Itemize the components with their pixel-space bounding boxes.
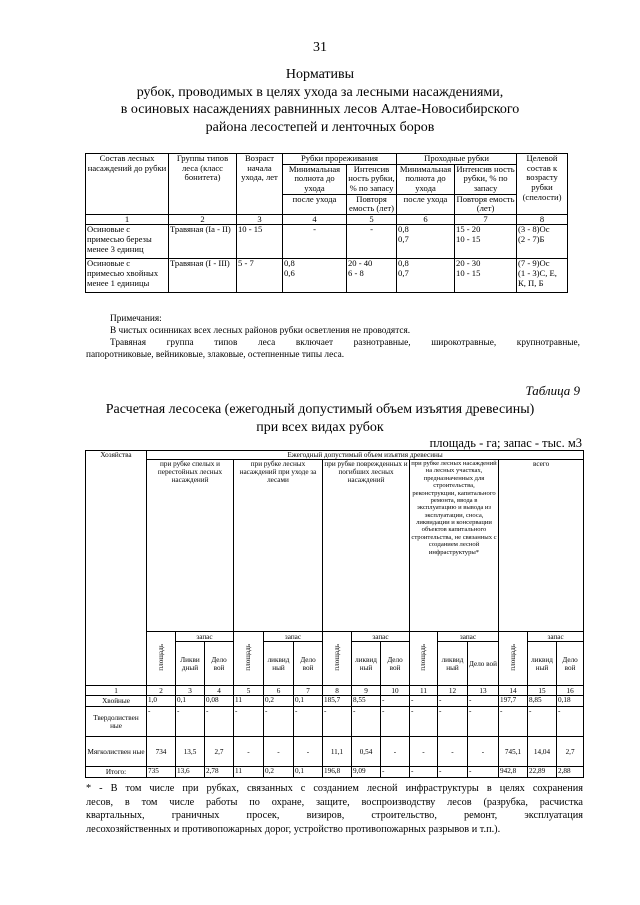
header-business: Дело вой <box>205 642 234 686</box>
header-area <box>323 632 352 686</box>
header-area-text: площадь <box>419 644 428 671</box>
header-group: всего <box>499 460 584 632</box>
header-business: Дело вой <box>381 642 410 686</box>
table-cell: 13,5 <box>176 737 205 767</box>
header-business: Дело вой <box>468 642 499 686</box>
header-min-density: Минимальная полнота до ухода <box>283 164 347 194</box>
table-cell: - <box>294 737 323 767</box>
column-number: 12 <box>438 686 468 696</box>
cell-thinning-density: - <box>283 225 347 259</box>
header-stock: запас <box>264 632 323 642</box>
table-cell: 11,1 <box>323 737 352 767</box>
header-area-text: площадь <box>156 644 165 671</box>
table-cell: 2,7 <box>205 737 234 767</box>
column-number: 4 <box>205 686 234 696</box>
title-line: в осиновых насаждениях равнинных лесов Алтае-Новосибирского <box>120 102 520 117</box>
footnote-line: квартальных, граничных просек, визиров, строительство, ремонт, эксплуатация <box>86 810 583 822</box>
cell-composition: Осиновые с примесью березы менее 3 единиц <box>86 225 169 259</box>
table-cell: 0,1 <box>294 767 323 778</box>
table-cell: 0,54 <box>352 737 381 767</box>
table-title <box>0 401 640 436</box>
cell-passing-density: 0,8 0,7 <box>397 259 455 293</box>
header-liquid: Ликви дный <box>176 642 205 686</box>
cell-passing-intensity: 15 - 20 10 - 15 <box>455 225 517 259</box>
table-cell: - <box>438 767 468 778</box>
column-number: 5 <box>234 686 264 696</box>
units-label: площадь - га; запас - тыс. м3 <box>429 436 582 450</box>
table-title-line: Расчетная лесосека (ежегодный допустимый объем изъятия древесины) <box>105 402 535 417</box>
column-number: 1 <box>86 686 147 696</box>
table-row-total <box>86 767 584 778</box>
column-number: 14 <box>499 686 528 696</box>
header-after-care: после ухода <box>397 194 455 214</box>
table-cell: - <box>557 707 584 737</box>
title-line: Нормативы <box>285 67 355 82</box>
header-area <box>499 632 528 686</box>
footnote-line: лесохозяйственных и противопожарных дорог, устройство противопожарных разрывов и т.п.). <box>86 823 501 835</box>
table-cell: 745,1 <box>499 737 528 767</box>
column-number: 1 <box>86 214 169 225</box>
header-repeat: Повторя емость (лет) <box>347 194 397 214</box>
table-cell: - <box>499 707 528 737</box>
table-cell: 14,04 <box>528 737 557 767</box>
table-row <box>86 707 584 737</box>
footnote-line: * - В том числе при рубках, связанных с созданием лесной инфраструктуры в целях сохранения <box>86 783 583 794</box>
norms-table <box>85 153 568 293</box>
header-min-density: Минимальная полнота до ухода <box>397 164 455 194</box>
column-number: 7 <box>455 214 517 225</box>
table-row <box>86 225 568 259</box>
column-number: 10 <box>381 686 410 696</box>
column-number: 16 <box>557 686 584 696</box>
notes-line: папоротниковые, вейниковые, злаковые, остепненные типы леса. <box>86 350 345 360</box>
table-row <box>86 696 584 707</box>
table-row <box>86 259 568 293</box>
header-stock: запас <box>176 632 234 642</box>
column-number: 6 <box>397 214 455 225</box>
header-liquid: ликвид ный <box>528 642 557 686</box>
table-cell: 0,18 <box>557 696 584 707</box>
column-number: 3 <box>237 214 283 225</box>
header-thinning: Рубки прореживания <box>283 154 397 165</box>
table-cell: - <box>410 707 438 737</box>
table-cell: - <box>205 707 234 737</box>
header-intensity: Интенсив ность рубки, % по запасу <box>456 164 515 193</box>
cell-thinning-intensity: 20 - 40 6 - 8 <box>347 259 397 293</box>
table-cell: - <box>294 707 323 737</box>
cell-passing-density: 0,8 0,7 <box>397 225 455 259</box>
table-cell: - <box>323 707 352 737</box>
table-cell: - <box>468 767 499 778</box>
header-target: Целевой состав к возрасту рубки (спелости) <box>517 154 568 215</box>
header-intensity: Интенсив ность рубки, % по запасу <box>348 164 395 193</box>
header-area <box>410 632 438 686</box>
table-cell: - <box>410 696 438 707</box>
norms-title <box>0 66 640 136</box>
column-number: 5 <box>347 214 397 225</box>
table-cell: 0,2 <box>264 767 294 778</box>
table-cell: - <box>410 767 438 778</box>
header-repeat: Повторя емость (лет) <box>455 194 517 214</box>
cell-age: 5 - 7 <box>237 259 283 293</box>
cell-farm: Твердолиствен ные <box>86 707 147 737</box>
table-cell: - <box>381 696 410 707</box>
column-number: 6 <box>264 686 294 696</box>
cell-composition: Осиновые с примесью хвойных менее 1 единицы <box>86 259 169 293</box>
column-number: 8 <box>323 686 352 696</box>
header-stock: запас <box>352 632 410 642</box>
column-number: 2 <box>169 214 237 225</box>
table-cell: 2,88 <box>557 767 584 778</box>
header-area <box>234 632 264 686</box>
title-line: рубок, проводимых в целях ухода за лесными насаждениями, <box>136 84 504 100</box>
table-cell: - <box>468 707 499 737</box>
header-business: Дело вой <box>294 642 323 686</box>
table-cell: - <box>438 696 468 707</box>
table-cell: - <box>381 707 410 737</box>
table-cell: - <box>264 737 294 767</box>
header-area-text: площадь <box>508 644 517 671</box>
header-liquid: ликвид ный <box>352 642 381 686</box>
column-number: 7 <box>294 686 323 696</box>
table-cell: 0,1 <box>294 696 323 707</box>
cell-age: 10 - 15 <box>237 225 283 259</box>
table-cell: 0,1 <box>176 696 205 707</box>
notes-line: Травяная группа типов леса включает разнотравные, широкотравные, крупнотравные, <box>110 338 580 348</box>
table-cell: 11 <box>234 767 264 778</box>
table-cell: 8,55 <box>352 696 381 707</box>
notes-title: Примечания: <box>110 314 162 324</box>
column-number: 15 <box>528 686 557 696</box>
table-cell: - <box>264 707 294 737</box>
header-passing: Проходные рубки <box>397 154 517 165</box>
cell-farm: Мягколиствен ные <box>86 737 147 767</box>
table-cell: 8,85 <box>528 696 557 707</box>
cell-passing-intensity: 20 - 30 10 - 15 <box>455 259 517 293</box>
table-cell: - <box>528 707 557 737</box>
table-cell: - <box>381 767 410 778</box>
table-cell: - <box>234 737 264 767</box>
table-cell: - <box>147 707 176 737</box>
table-cell: - <box>234 707 264 737</box>
table-cell: - <box>381 737 410 767</box>
table-cell: 197,7 <box>499 696 528 707</box>
cell-groups: Травяная (I - III) <box>169 259 237 293</box>
notes <box>110 313 580 349</box>
table-cell: 1,0 <box>147 696 176 707</box>
header-start-age: Возраст начала ухода, лет <box>237 154 283 215</box>
table-cell: 735 <box>147 767 176 778</box>
cutting-table <box>85 450 584 778</box>
column-number-row <box>86 686 584 696</box>
table-cell: 22,89 <box>528 767 557 778</box>
header-stock: запас <box>528 632 584 642</box>
column-number: 13 <box>468 686 499 696</box>
column-number-row <box>86 214 568 225</box>
column-number: 8 <box>517 214 568 225</box>
table-cell: 185,7 <box>323 696 352 707</box>
title-line: района лесостепей и ленточных боров <box>205 119 435 135</box>
table-cell: - <box>468 737 499 767</box>
header-annual: Ежегодный допустимый объем изъятия древесины <box>147 451 584 460</box>
cell-farm: Хвойные <box>86 696 147 707</box>
table-cell: 0,2 <box>264 696 294 707</box>
footnote <box>86 782 583 836</box>
header-group: при рубке лесных насаждений на лесных участках, предназначенных для строительства, реконструкции, капитального ремонта, ввода в эксплуатацию и вывода из эксплуатации, сноса, ликвидации и консервации объектов капитального строительства, не связанных с созданием лесной инфраструктуры* <box>410 460 499 632</box>
table-row <box>86 737 584 767</box>
table-cell: - <box>352 707 381 737</box>
header-area-text: площадь <box>244 644 253 671</box>
column-number: 4 <box>283 214 347 225</box>
header-composition: Состав лесных насаждений до рубки <box>86 154 169 215</box>
table-cell: 0,08 <box>205 696 234 707</box>
cell-farm: Итого: <box>86 767 147 778</box>
header-liquid: ликвид ный <box>264 642 294 686</box>
header-area <box>147 632 176 686</box>
cell-target: (3 - 8)Ос (2 - 7)Б <box>517 225 568 259</box>
cell-target: (7 - 9)Ос (1 - 3)С, Е, К, П, Б <box>517 259 568 293</box>
table-cell: 2,78 <box>205 767 234 778</box>
page-number: 31 <box>313 40 327 55</box>
table-cell: - <box>438 707 468 737</box>
table-cell: 196,8 <box>323 767 352 778</box>
header-liquid: ликвид ный <box>438 642 468 686</box>
header-stock: запас <box>438 632 499 642</box>
table-cell: 9,09 <box>352 767 381 778</box>
footnote-line: лесов, в том числе работы по охране, защите, воспроизводству лесов (разрубка, расчистка <box>86 796 583 808</box>
table-cell: - <box>176 707 205 737</box>
table-cell: 11 <box>234 696 264 707</box>
column-number: 2 <box>147 686 176 696</box>
header-area-text: площадь <box>332 644 341 671</box>
header-group: при рубке лесных насаждений при уходе за лесами <box>234 460 323 632</box>
column-number: 11 <box>410 686 438 696</box>
table-cell: 942,8 <box>499 767 528 778</box>
table-cell: 734 <box>147 737 176 767</box>
cell-thinning-density: 0,8 0,6 <box>283 259 347 293</box>
column-number: 3 <box>176 686 205 696</box>
table-cell: - <box>468 696 499 707</box>
header-farm: Хозяйства <box>86 451 147 686</box>
table-title-line: при всех видах рубок <box>256 419 384 435</box>
cell-thinning-intensity: - <box>347 225 397 259</box>
table-cell: 2,7 <box>557 737 584 767</box>
cell-groups: Травяная (Ia - II) <box>169 225 237 259</box>
table-label: Таблица 9 <box>525 383 580 398</box>
column-number: 9 <box>352 686 381 696</box>
table-cell: - <box>438 737 468 767</box>
header-group: при рубке спелых и перестойных лесных насаждений <box>147 460 234 632</box>
header-group: при рубке поврежденных и погибших лесных насаждений <box>323 460 410 632</box>
table-cell: 13,6 <box>176 767 205 778</box>
header-after-care: после ухода <box>283 194 347 214</box>
table-cell: - <box>410 737 438 767</box>
header-forest-groups: Группы типов леса (класс бонитета) <box>169 154 237 215</box>
notes-line: В чистых осинниках всех лесных районов рубки осветления не проводятся. <box>110 326 411 336</box>
header-business: Дело вой <box>557 642 584 686</box>
